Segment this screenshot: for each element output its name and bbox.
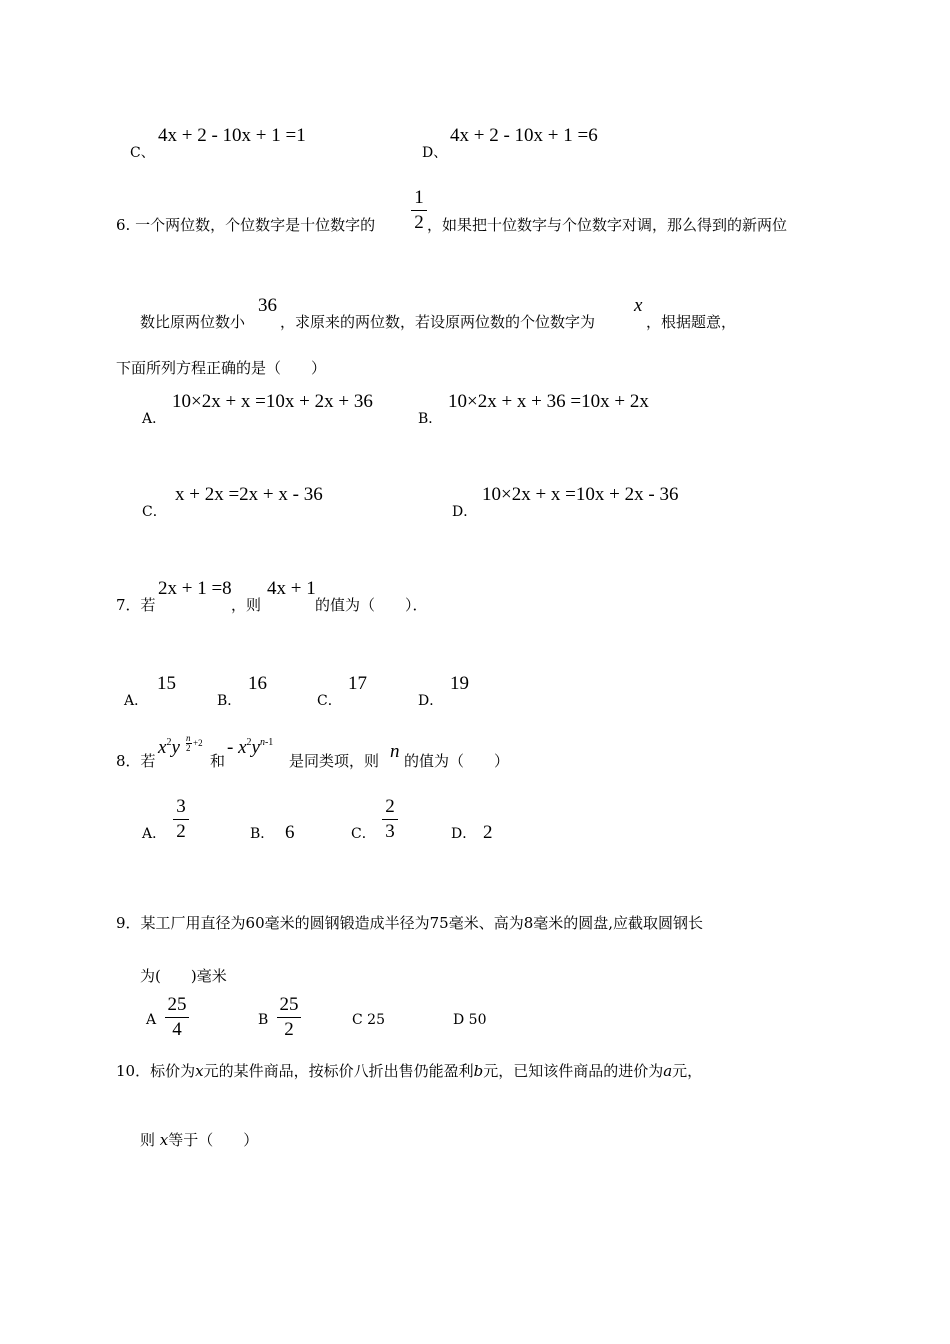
q6-option-a-label: A． [142,411,167,427]
q8-option-c-label: C． [351,826,376,842]
q8-option-a-fraction [173,796,189,843]
q9-option-c: C 25 [352,1012,385,1028]
q6-option-d-label: D． [452,504,478,520]
q10-line1-part3: 元，已知该件商品的进价为 [483,1062,664,1080]
q7-option-b-label: B． [217,693,242,709]
q10-line2-end: 等于（ ） [168,1131,259,1149]
q6-option-b-equation: 10×2x + x + 36 =10x + 2x [448,391,649,412]
q6-line1-end: ，如果把十位数字与个位数字对调，那么得到的新两位 [427,216,788,234]
q10-variable-x: x [195,1062,204,1080]
q8-term-1: $x^2y$ [158,737,180,758]
q7-option-c-value: 17 [348,673,367,694]
q6-line3: 下面所列方程正确的是（ ） [116,359,327,377]
q9-option-d: D 50 [453,1012,487,1028]
q7-expression: 4x + 1 [267,578,316,599]
q6-line2-start: 数比原两位数小 [140,313,246,331]
q6-number-36: 36 [258,295,277,316]
q7-suffix: 的值为（ ）． [315,596,428,614]
q9-line2: 为( )毫米 [140,967,227,985]
q8-option-a-label: A． [142,826,167,842]
q6-variable-x: x [634,295,643,316]
q8-and: 和 [210,752,226,770]
q9-option-b-label: B [258,1012,269,1028]
q8-option-b-label: B． [250,826,275,842]
q6-option-c-equation: x + 2x =2x + x - 36 [175,484,323,505]
q8-option-d-value: 2 [483,822,493,843]
q8-term-2: - $x^2y^{n-1}$ [227,737,274,758]
q6-option-d-equation: 10×2x + x =10x + 2x - 36 [482,484,679,505]
q6-option-a-equation: 10×2x + x =10x + 2x + 36 [172,391,373,412]
q10-line2 [140,1129,258,1150]
q7-option-d-value: 19 [450,673,469,694]
q6-line2-middle: ，求原来的两位数，若设原两位数的个位数字为 [280,313,596,331]
q9-option-a-label: A [146,1012,157,1028]
q5-option-d-label: D、 [422,145,448,161]
q6-fraction-numerator: 1 [414,187,424,208]
q7-option-b-value: 16 [248,673,267,694]
q8-option-b-value: 6 [285,822,295,843]
q10-line2-variable-x: x [159,1131,169,1149]
q10-variable-a: a [663,1062,673,1080]
q8-suffix: 的值为（ ） [404,752,510,770]
q8-option-a-denominator: 2 [176,821,186,842]
q9-option-b-numerator: 25 [279,994,299,1015]
q10-line1-end: 元， [672,1062,703,1080]
q6-line1-start: 6. 一个两位数，个位数字是十位数字的 [116,216,376,234]
q5-option-d-equation: 4x + 2 - 10x + 1 =6 [450,125,598,146]
q8-prefix: 8．若 [116,752,156,770]
q9-option-a-denominator: 4 [172,1019,182,1040]
q6-fraction-denominator: 2 [414,212,424,233]
q10-variable-b: b [473,1062,484,1080]
q7-option-c-label: C． [317,693,342,709]
q9-option-b-fraction [277,994,301,1041]
q8-option-c-fraction [382,796,398,843]
q9-option-b-denominator: 2 [284,1019,294,1040]
q7-equation-given: 2x + 1 =8 [158,578,232,599]
q7-prefix: 7．若 [116,596,156,614]
q5-option-c-label: C、 [130,145,155,161]
q7-option-a-value: 15 [157,673,176,694]
q6-fraction-one-half [411,187,427,234]
q10-line2-start: 则 [140,1131,156,1149]
q7-middle: ，则 [231,596,262,614]
q6-option-c-label: C． [142,504,167,520]
q5-option-c-equation: 4x + 2 - 10x + 1 =1 [158,125,306,146]
q10-line1-start: 10．标价为 [116,1062,196,1080]
q8-option-a-numerator: 3 [176,796,186,817]
q7-option-a-label: A． [124,693,149,709]
q10-line1-part2: 元的某件商品，按标价八折出售仍能盈利 [203,1062,474,1080]
q8-variable-n: n [390,741,400,762]
q9-line1: 9．某工厂用直径为60毫米的圆钢锻造成半径为75毫米、高为8毫米的圆盘,应截取圆钢长 [116,914,704,932]
q8-option-d-label: D． [451,826,477,842]
q9-option-a-fraction [165,994,189,1041]
q10-line1 [116,1060,702,1081]
q6-line2-end: ，根据题意， [646,313,737,331]
q8-middle: 是同类项，则 [289,752,380,770]
q6-option-b-label: B． [418,411,443,427]
q7-option-d-label: D． [418,693,444,709]
q9-option-a-numerator: 25 [167,994,187,1015]
q8-option-c-numerator: 2 [385,796,395,817]
q8-option-c-denominator: 3 [385,821,395,842]
